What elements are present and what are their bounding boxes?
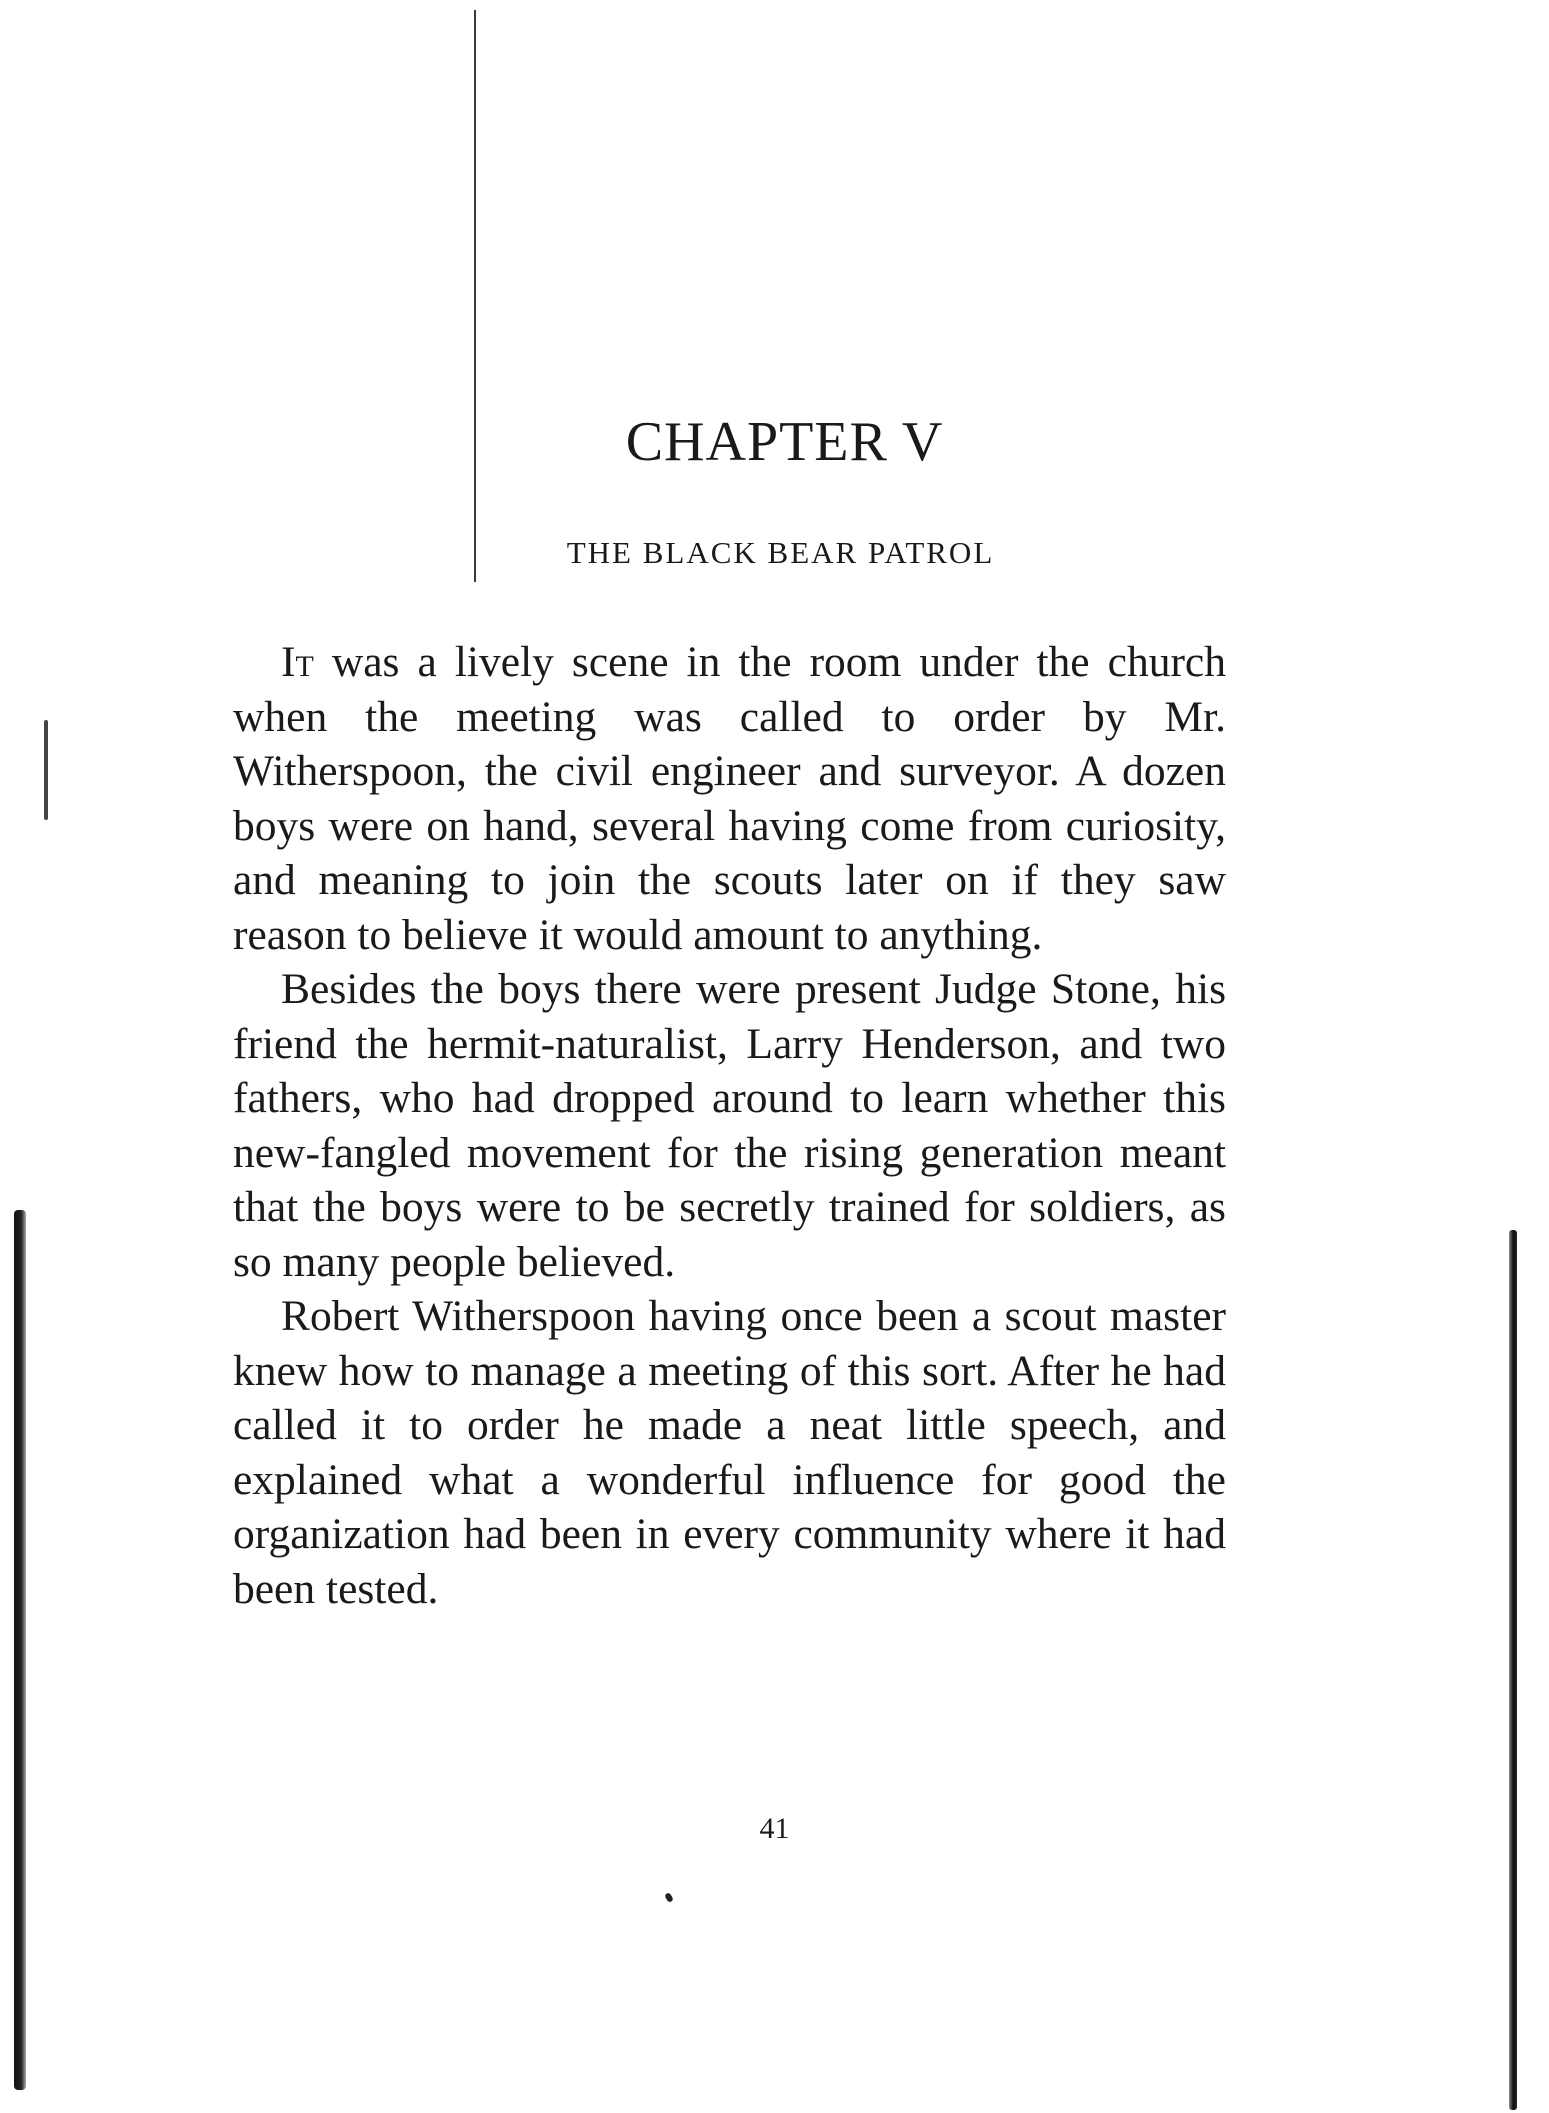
scan-artifact-edge-left-small bbox=[44, 720, 48, 820]
scan-artifact-edge-left bbox=[14, 1210, 26, 2090]
paragraph-3: Robert Witherspoon having once been a scout master knew how to manage a meeting of this sort. After he had called it to order he made a neat little speech, and explained what a wonderful influence for good the organization had been in every community where it had been tested. bbox=[233, 1292, 1226, 1613]
paragraph-1 bbox=[233, 635, 1226, 962]
paragraph-1-lead-word: It bbox=[281, 638, 314, 686]
chapter-body bbox=[233, 635, 1226, 1616]
paragraph-2: Besides the boys there were present Judge Stone, his friend the hermit-naturalist, Larry Henderson, and two fathers, who had dropped around to learn whether this new-fangled movement for the rising generation meant that the boys were to be secretly trained for soldiers, as so many people believed. bbox=[233, 965, 1226, 1286]
paragraph-1-text: was a lively scene in the room under the church when the meeting was called to order by Mr. Witherspoon, the civil engineer and surveyor. A dozen boys were on hand, several having come from curiosity, and meaning to join the scouts later on if they saw reason to believe it would amount to anything. bbox=[233, 638, 1226, 959]
scan-artifact-line bbox=[474, 10, 476, 582]
scan-artifact-edge-right bbox=[1509, 1230, 1517, 2110]
chapter-subtitle: THE BLACK BEAR PATROL bbox=[566, 535, 995, 570]
chapter-title: CHAPTER V bbox=[625, 411, 944, 473]
scan-artifact-speck bbox=[664, 1892, 674, 1903]
page-number: 41 bbox=[759, 1812, 790, 1845]
